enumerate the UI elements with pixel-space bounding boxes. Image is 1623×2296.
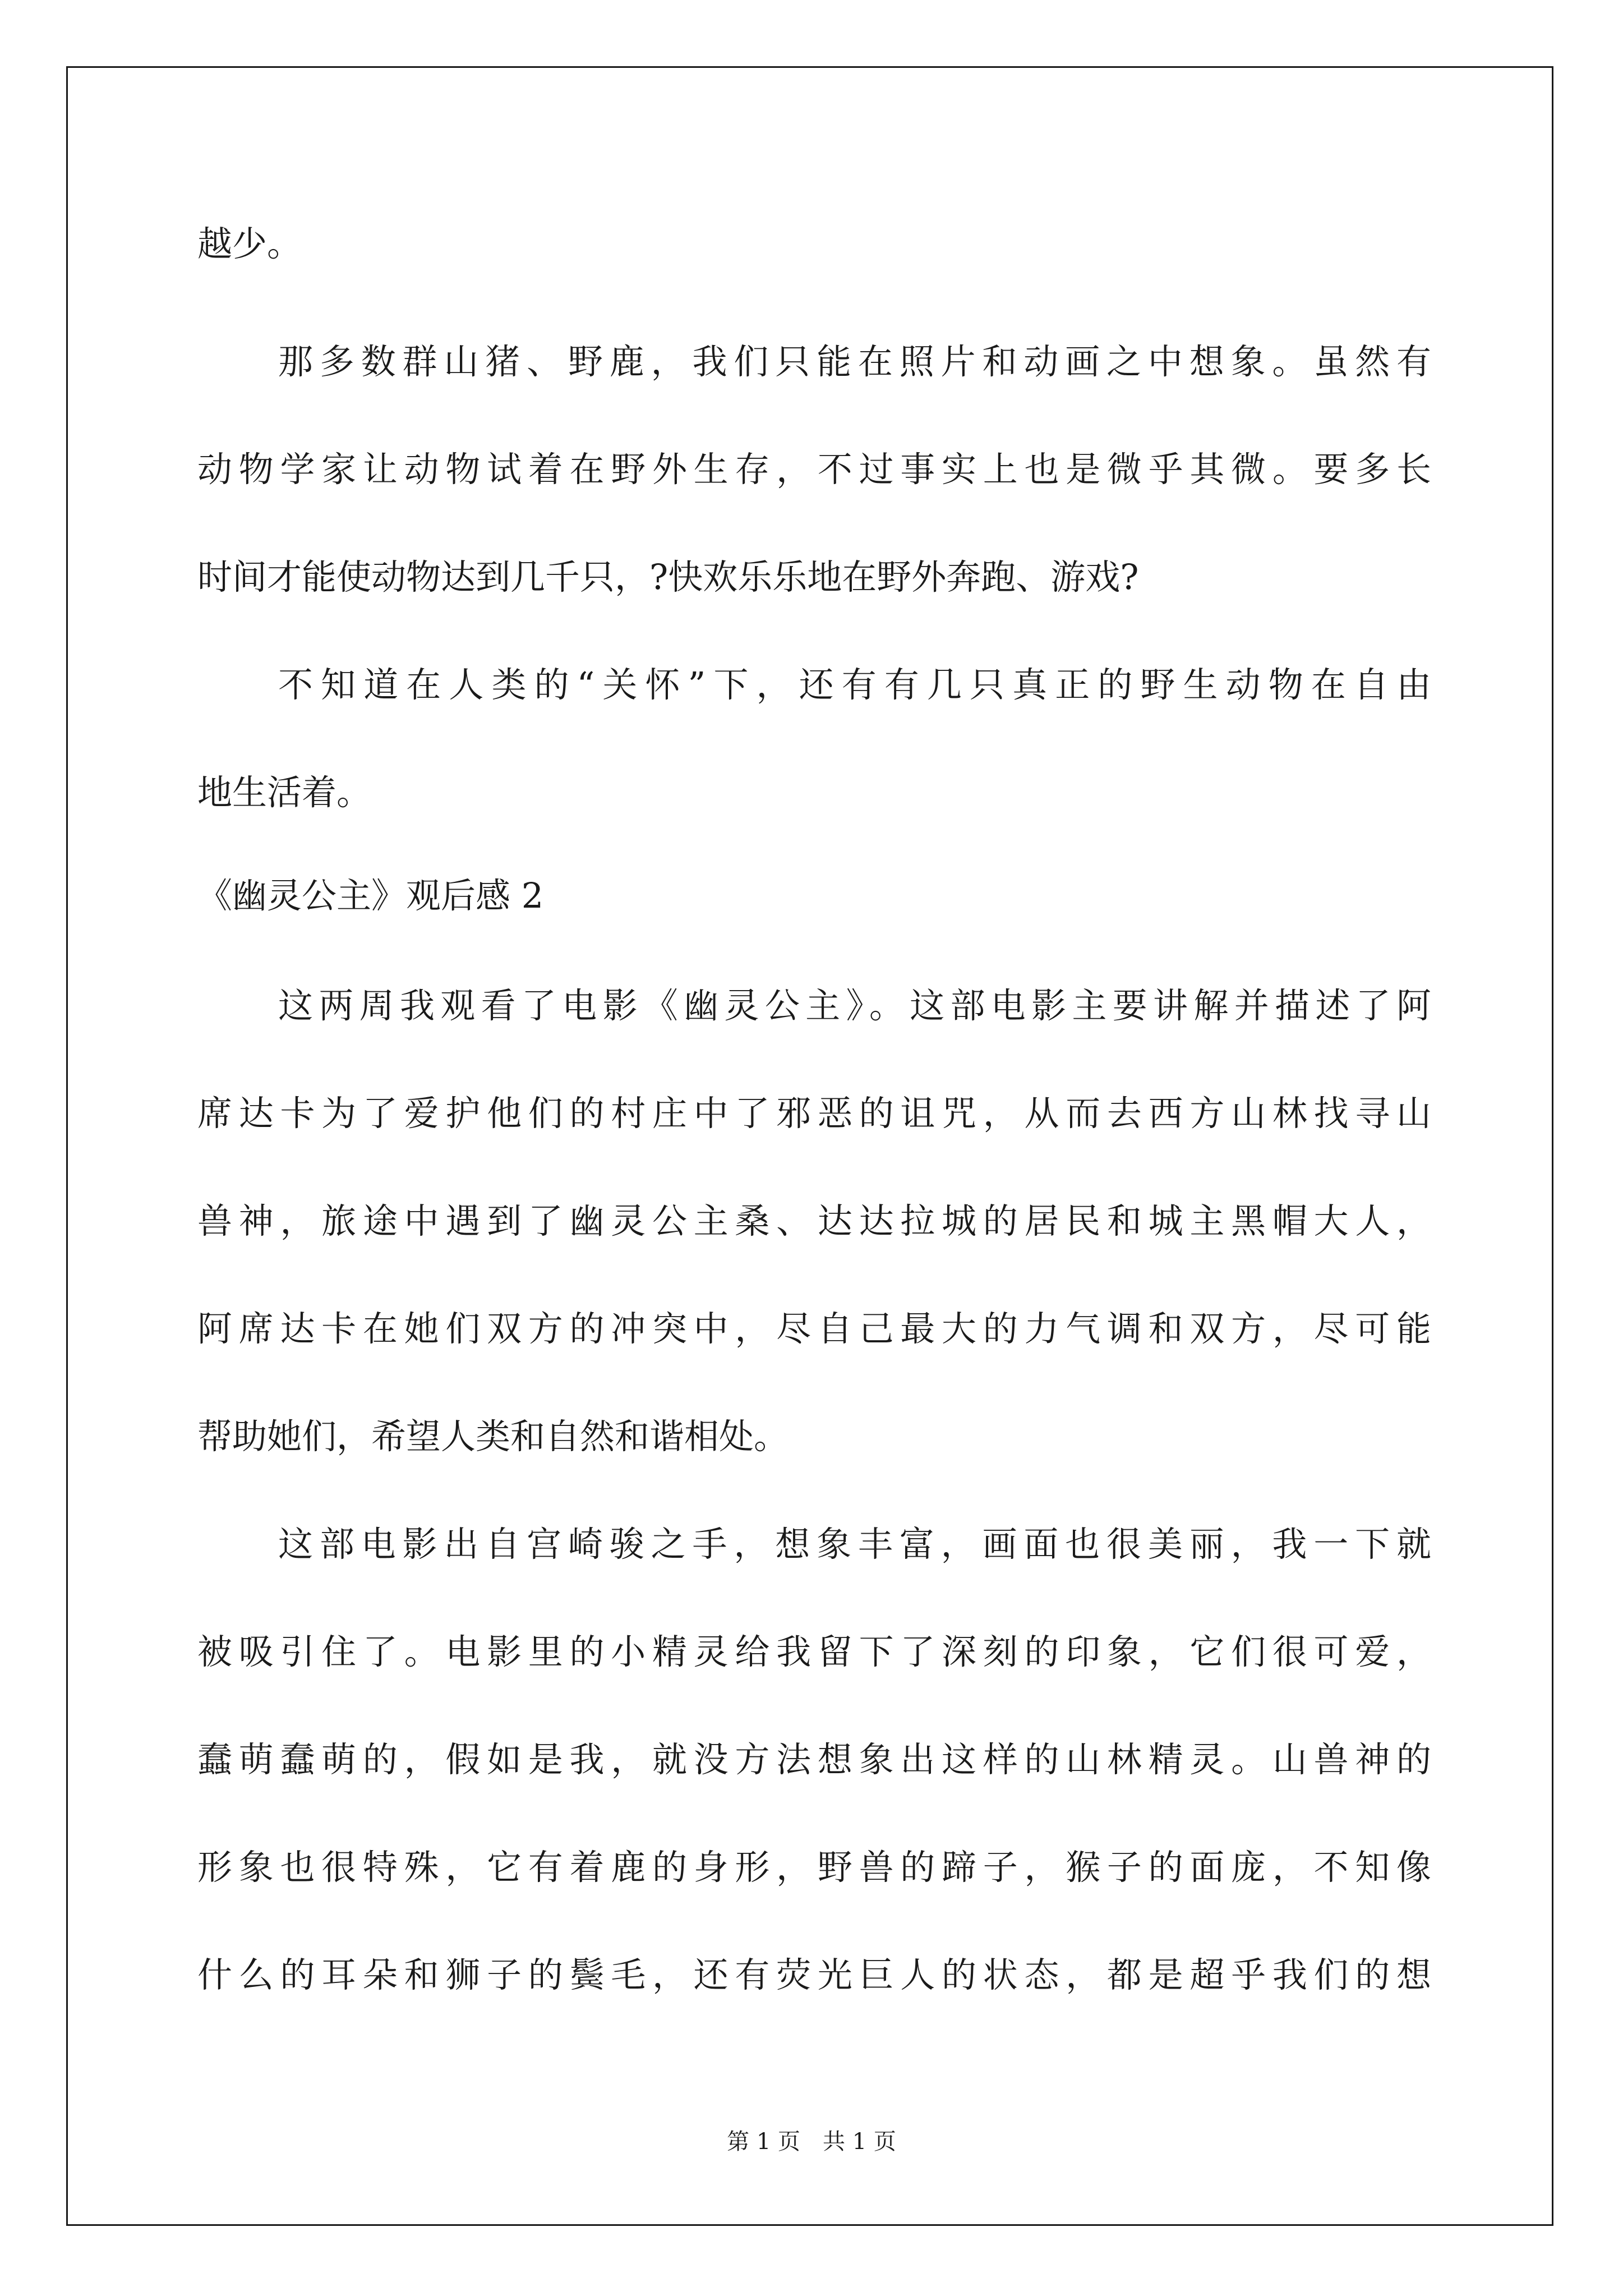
text-line: 什么的耳朵和狮子的鬓毛，还有荧光巨人的状态，都是超乎我们的想	[197, 1954, 1431, 1995]
text-line: 帮助她们，希望人类和自然和谐相处。	[197, 1416, 789, 1457]
text-line: 阿席达卡在她们双方的冲突中，尽自己最大的力气调和双方，尽可能	[197, 1308, 1431, 1349]
section-title: 《幽灵公主》观后感 2	[197, 875, 544, 916]
text-line: 这部电影出自宫崎骏之手，想象丰富，画面也很美丽，我一下就	[278, 1524, 1431, 1565]
text-line: 形象也很特殊，它有着鹿的身形，野兽的蹄子，猴子的面庞，不知像	[197, 1847, 1431, 1888]
page-border	[66, 66, 1553, 2226]
text-line: 被吸引住了。电影里的小精灵给我留下了深刻的印象，它们很可爱，	[197, 1631, 1431, 1672]
text-line: 越少。	[197, 223, 302, 264]
page-footer: 第 1 页 共 1 页	[727, 2129, 896, 2155]
text-line: 动物学家让动物试着在野外生存，不过事实上也是微乎其微。要多长	[197, 449, 1431, 490]
text-line: 地生活着。	[197, 772, 372, 813]
text-line: 席达卡为了爱护他们的村庄中了邪恶的诅咒，从而去西方山林找寻山	[197, 1093, 1431, 1134]
text-line: 不知道在人类的“关怀”下，还有有几只真正的野生动物在自由	[278, 664, 1431, 705]
text-line: 这两周我观看了电影《幽灵公主》。这部电影主要讲解并描述了阿	[278, 985, 1431, 1026]
text-line: 那多数群山猪、野鹿，我们只能在照片和动画之中想象。虽然有	[278, 341, 1431, 382]
text-line: 兽神，旅途中遇到了幽灵公主桑、达达拉城的居民和城主黑帽大人，	[197, 1200, 1431, 1241]
text-line: 蠢萌蠢萌的，假如是我，就没方法想象出这样的山林精灵。山兽神的	[197, 1739, 1431, 1780]
text-line: 时间才能使动物达到几千只，?快欢乐乐地在野外奔跑、游戏?	[197, 556, 1139, 597]
